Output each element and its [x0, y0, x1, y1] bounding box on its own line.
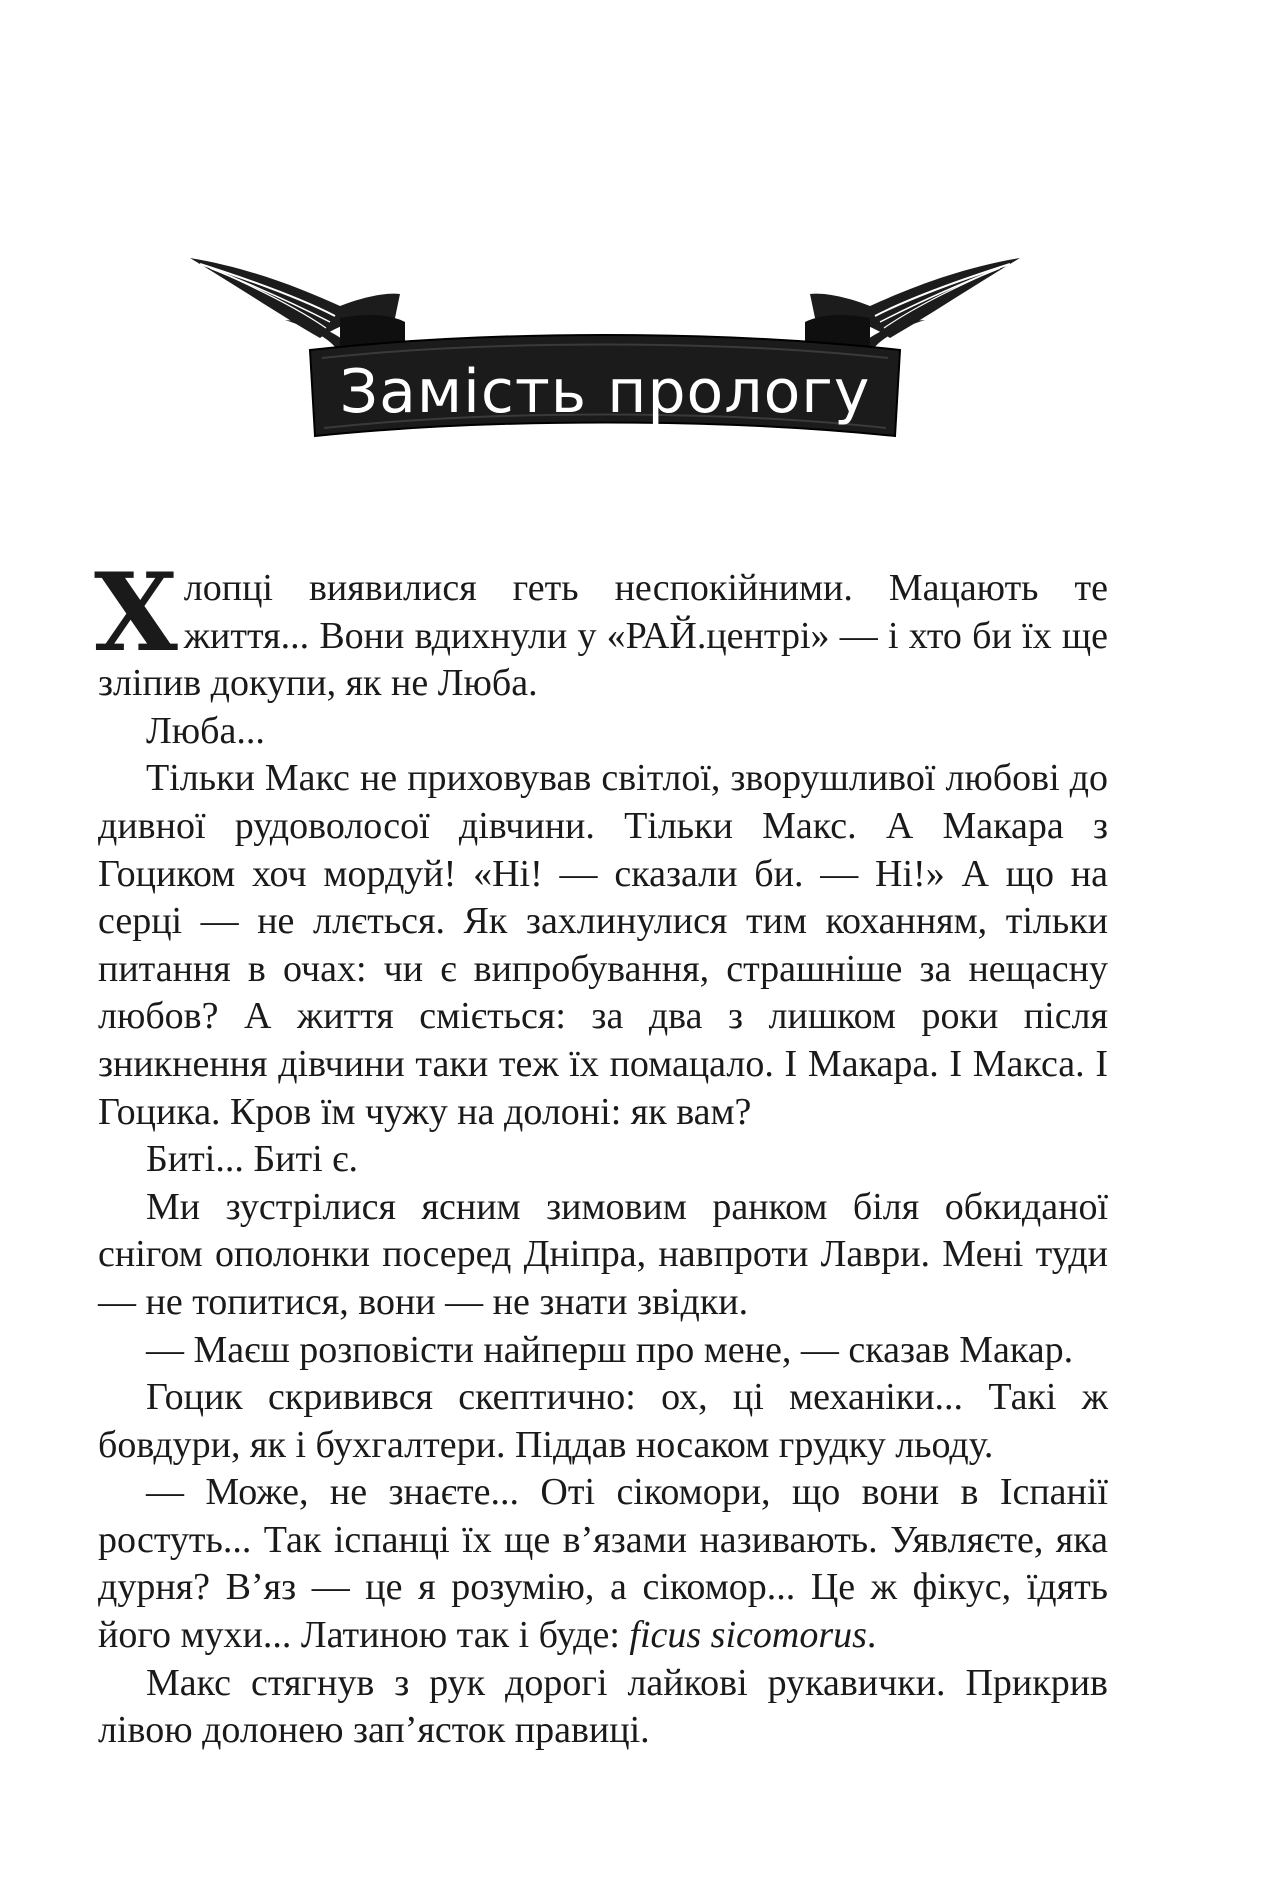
paragraph: Люба...	[146, 709, 265, 752]
chapter-title: Замість прологу	[339, 357, 871, 427]
paragraph: Гоцик скривився скептично: ох, ці механіки... Такі ж бовдури, як і бухгалтери. Піддав носаком грудку льоду.	[98, 1376, 1108, 1466]
paragraph-text: — Може, не знаєте... Оті сікомори, що вони в Іспанії ростуть... Так іспанці їх ще в’язами називають. Уявляєте, яка дурня? В’яз — це я розумію, а сікомор... Це ж фікус, їдять його мухи... Латиною так і буде:	[98, 1471, 1108, 1657]
paragraph: — Маєш розповісти найперш про мене, — сказав Макар.	[146, 1328, 1074, 1371]
paragraph: Биті... Биті є.	[146, 1138, 358, 1181]
chapter-banner	[190, 258, 1020, 448]
paragraph: Ми зустрілися ясним зимовим ранком біля обкиданої снігом ополонки посеред Дніпра, навпроти Лаври. Мені туди — не топитися, вони — не знати звідки.	[98, 1185, 1108, 1323]
drop-cap-letter: Х	[94, 550, 178, 676]
paragraph-end: .	[866, 1614, 877, 1657]
paragraph	[94, 550, 1108, 708]
paragraph: Макс стягнув з рук дорогі лайкові рукавички. Прикрив лівою долонею зап’ясток правиці.	[98, 1661, 1108, 1752]
body-text	[94, 550, 1108, 1755]
paragraph: Тільки Макс не приховував світлої, зворушливої любові до дивної рудоволосої дівчини. Тільки Макс. А Макара з Гоциком хоч мордуй! «Ні! — сказали би. — Ні!» А що на серці — не ллється. Як захлинулися тим коханням, тільки питання в очах: чи є випробування, страшніше за нещасну любов? А життя сміється: за два з лишком роки після зникнення дівчини таки теж їх помацало. І Макара. І Макса. І Гоцика. Кров їм чужу на долоні: як вам?	[98, 757, 1108, 1133]
paragraph	[98, 1469, 1108, 1659]
latin-term: ficus sicomorus	[629, 1614, 867, 1657]
paragraph-text: лопці виявилися геть неспокійними. Мацають те життя... Вони вдихнули у «РАЙ.центрі» — і хто би їх ще зліпив докупи, як не Люба.	[98, 567, 1108, 705]
